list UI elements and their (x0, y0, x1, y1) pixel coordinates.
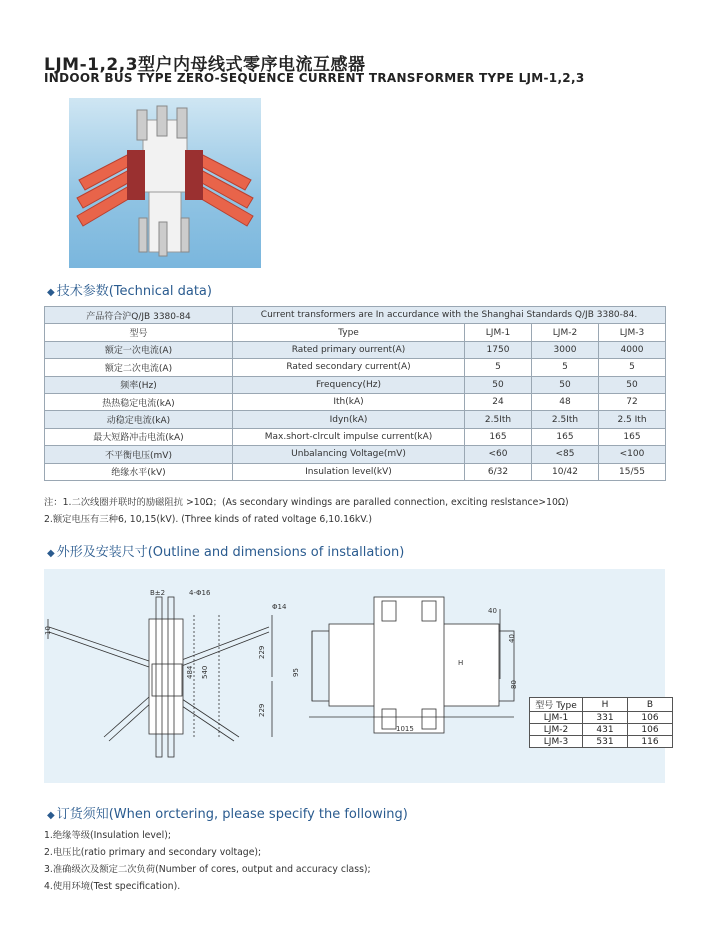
dim-label: 80 (510, 680, 518, 689)
note-line: 注：1.二次线圈并联时的励磁阻抗 >10Ω；(As secondary windings are paralled connection, exciting reslstance>10Ω) (44, 497, 569, 508)
table-row (45, 376, 666, 393)
table-row (45, 411, 666, 428)
table-cell: 50 (465, 376, 532, 393)
dim-label: 95 (292, 668, 300, 677)
table-row (45, 463, 666, 480)
section-heading-order (47, 803, 408, 822)
table-cell: 106 (628, 724, 673, 736)
table-row (45, 341, 666, 358)
table-cell: LJM-1 (465, 324, 532, 341)
table-cell: 116 (628, 736, 673, 748)
page-subtitle: INDOOR BUS TYPE ZERO-SEQUENCE CURRENT TRANSFORMER TYPE LJM-1,2,3 (44, 71, 585, 85)
table-cell: 50 (532, 376, 599, 393)
table-row (530, 736, 673, 748)
section-heading-outline (47, 541, 404, 560)
table-cell: 1750 (465, 341, 532, 358)
table-cell: 165 (532, 428, 599, 445)
page-title: LJM-1,2,3型户内母线式零序电流互感器 (44, 55, 366, 75)
product-photo (69, 98, 261, 268)
table-cell: 2.5Ith (465, 411, 532, 428)
table-cell: 5 (465, 359, 532, 376)
dim-label: 229 (258, 645, 266, 659)
table-cell: 产品符合沪Q/JB 3380-84 (45, 307, 233, 324)
section-heading-order-text: 订货须知(When orctering, please specify the following) (56, 807, 408, 822)
table-cell: Type (233, 324, 465, 341)
dim-label: 1015 (396, 725, 414, 733)
table-cell: 动稳定电流(kA) (45, 411, 233, 428)
table-cell: 50 (599, 376, 666, 393)
table-cell: 4000 (599, 341, 666, 358)
table-cell: <85 (532, 446, 599, 463)
table-row (45, 359, 666, 376)
dim-label: H (458, 659, 464, 667)
table-cell: Idyn(kA) (233, 411, 465, 428)
table-cell: 5 (532, 359, 599, 376)
table-cell: Frequency(Hz) (233, 376, 465, 393)
diamond-icon: ◆ (47, 810, 55, 821)
dim-label: B±2 (150, 589, 166, 597)
dim-label: 10 (44, 626, 52, 635)
table-cell: Insulation level(kV) (233, 463, 465, 480)
dim-label: Φ14 (272, 603, 287, 611)
table-cell: 最大短路冲击电流(kA) (45, 428, 233, 445)
note-line: 2.额定电压有三种6, 10,15(kV). (Three kinds of rated voltage 6,10.16kV.) (44, 514, 373, 525)
table-cell: Rated secondary current(A) (233, 359, 465, 376)
list-item: 2.电压比(ratio primary and secondary voltage); (44, 847, 262, 858)
technical-data-table (44, 306, 666, 481)
dimension-table (529, 697, 673, 748)
table-cell: LJM-1 (530, 712, 583, 724)
table-cell: 15/55 (599, 463, 666, 480)
table-row (530, 712, 673, 724)
table-cell: LJM-3 (530, 736, 583, 748)
table-cell: LJM-2 (532, 324, 599, 341)
table-cell: <100 (599, 446, 666, 463)
table-row (45, 428, 666, 445)
table-row (530, 724, 673, 736)
table-cell: 165 (465, 428, 532, 445)
dim-label: 4-Φ16 (189, 589, 211, 597)
table-cell: LJM-3 (599, 324, 666, 341)
table-cell: 24 (465, 393, 532, 410)
list-item: 4.使用环境(Test specification). (44, 881, 181, 892)
table-cell: H (583, 698, 628, 712)
table-cell: 型号 Type (530, 698, 583, 712)
table-cell: 531 (583, 736, 628, 748)
table-cell: 6/32 (465, 463, 532, 480)
section-heading-outline-text: 外形及安装尺寸(Outline and dimensions of installation) (56, 545, 405, 560)
table-cell: 不平衡电压(mV) (45, 446, 233, 463)
dim-label: 540 (201, 665, 209, 679)
table-cell: 绝缘水平(kV) (45, 463, 233, 480)
table-cell: Max.short-clrcult impulse current(kA) (233, 428, 465, 445)
table-cell: 额定一次电流(A) (45, 341, 233, 358)
outline-drawing (44, 569, 665, 783)
diamond-icon: ◆ (47, 287, 55, 298)
dim-label: 40 (508, 634, 516, 643)
notes (44, 494, 569, 528)
table-cell: 72 (599, 393, 666, 410)
table-row (45, 393, 666, 410)
table-cell: B (628, 698, 673, 712)
table-cell: <60 (465, 446, 532, 463)
table-cell: 3000 (532, 341, 599, 358)
table-cell: 热热稳定电流(kA) (45, 393, 233, 410)
dim-label: 484 (186, 665, 194, 679)
table-cell: Current transformers are In accurdance with the Shanghai Standards Q/JB 3380-84. (233, 307, 666, 324)
table-cell: 型号 (45, 324, 233, 341)
dim-label: 40 (488, 607, 497, 615)
table-cell: 10/42 (532, 463, 599, 480)
section-heading-tech-text: 技术参数(Technical data) (56, 284, 212, 299)
table-cell: Unbalancing Voltage(mV) (233, 446, 465, 463)
table-cell: 5 (599, 359, 666, 376)
section-heading-tech (47, 280, 212, 299)
table-cell: 额定二次电流(A) (45, 359, 233, 376)
table-row (45, 324, 666, 341)
table-cell: 106 (628, 712, 673, 724)
table-row (45, 307, 666, 324)
order-list (44, 827, 371, 895)
dim-label: 229 (258, 703, 266, 717)
table-cell: 2.5Ith (532, 411, 599, 428)
table-cell: 频率(Hz) (45, 376, 233, 393)
diamond-icon: ◆ (47, 548, 55, 559)
table-cell: 331 (583, 712, 628, 724)
table-cell: 431 (583, 724, 628, 736)
table-cell: Rated primary ourrent(A) (233, 341, 465, 358)
table-cell: 165 (599, 428, 666, 445)
table-cell: Ith(kA) (233, 393, 465, 410)
list-item: 3.准确级次及额定二次负荷(Number of cores, output and accuracy class); (44, 864, 371, 875)
list-item: 1.绝缘等级(Insulation level); (44, 830, 171, 841)
table-row (45, 446, 666, 463)
table-cell: 48 (532, 393, 599, 410)
table-cell: LJM-2 (530, 724, 583, 736)
table-row (530, 698, 673, 712)
table-cell: 2.5 Ith (599, 411, 666, 428)
